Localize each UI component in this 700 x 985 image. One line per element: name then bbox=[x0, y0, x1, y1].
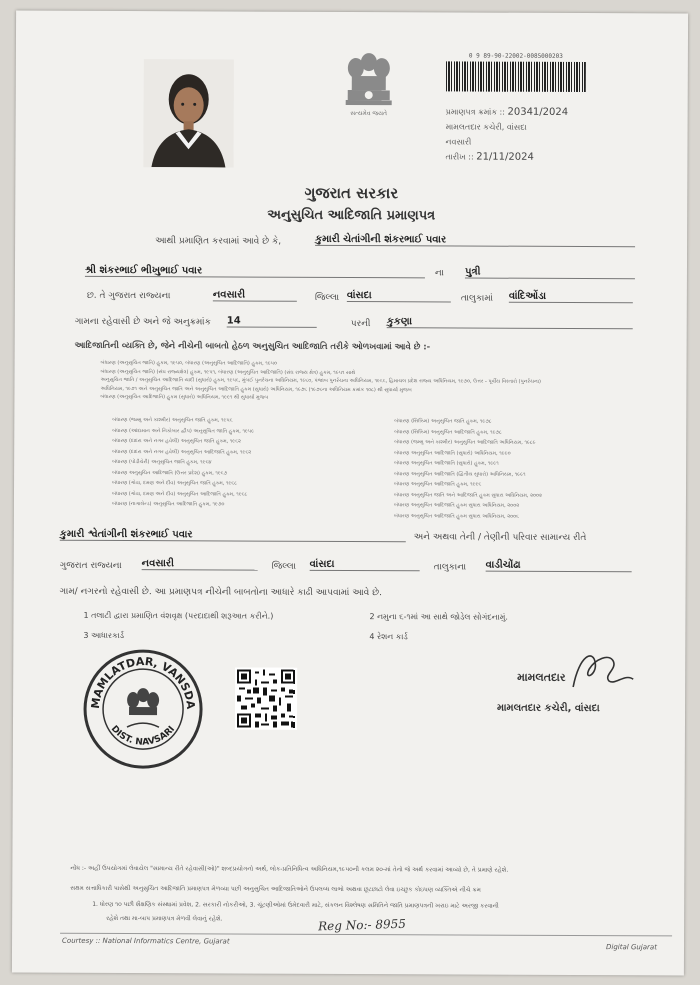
order-item: બંધારણ (અનુસુચિત જાતિ) હુકમ, ૧૯૫૦, બંધારણ (અનુસુચિત આદિજાતિ) હુકમ, ૧૯૫૦ bbox=[100, 359, 277, 367]
order-left-item: બંધારણ (દાદરા અને નગર હવેલી) અનુસુચિત જાતિ હુકમ, ૧૯૬૨ bbox=[112, 437, 241, 445]
state-prefix: ગુજરાત રાજ્યના bbox=[59, 560, 122, 572]
order-right-item: બંધારણ (સિક્કિમ) અનુસુચિત આદિજાતિ હુકમ, ૧૯૭૮ bbox=[394, 428, 502, 436]
footer-note-1: નોંધ :- અહીં ઉપયોગમાં લેવાયેલ "સામાન્ય રીતે રહેવાસી(ઓ)" શબ્દપ્રયોગનો અર્થ, લોક-પ્રતિનિધિત્વ અધિનિયમ,૧૯૫૦ની કલમ ૨૦-માં તેનો જે અર્થ કરવામાં આવ્યો છે, તે પ્રમાણે રહેશે. bbox=[70, 864, 509, 874]
footer-divider bbox=[60, 933, 672, 937]
serial-number: 14 bbox=[227, 315, 317, 327]
order-right-item: બંધારણ અનુસુચિત આદિજાતિ હુકમ, ૧૯૯૬ bbox=[394, 481, 482, 488]
government-title: ગુજરાત સરકાર bbox=[304, 183, 399, 203]
order-item: અધિનિયમ, ૧૯૭૧ અને અનુસુચિત જાતિ અને અનુસુચિત આદિજાતિ હુકમ (સુધારો) અધિનિયમ, ૧૯૭૬ (૧૯૭૬ના અધિનિયમ ક્રમાંક ૧૦૮) થી સુધાર્યા મુજબ bbox=[100, 385, 412, 393]
doc-item-4: 4 રેશન કાર્ડ bbox=[369, 632, 408, 642]
digital-gujarat-credit: Digital Gujarat bbox=[606, 943, 657, 952]
taluka-label-2: તાલુકાના bbox=[433, 562, 467, 573]
courtesy-credit: Courtesy :: National Informatics Centre, Gujarat bbox=[62, 936, 230, 946]
order-left-item: બંધારણ (ગોવા, દમણ અને દીવ) અનુસુચિત જાતિ હુકમ, ૧૯૬૮ bbox=[112, 479, 238, 487]
doc-item-1: 1 તલાટી દ્વારા પ્રમાણિત વંશવૃક્ષ (પરદાદાથી શરૂઆત કરીને.) bbox=[83, 610, 274, 621]
footer-note-2: સક્ષમ સત્તાધિકારી પાસેથી અનુસુચિત આદિજાતિ પ્રમાણપત્ર મેળવ્યા પછી અનુસુચિત આદિજાતિઓને ઉપલબ્ધ લાભો અથવા છૂટછાટો લેવા ઇચ્છુક કોઇપણ વ્યક્તિએ નીચે ક્રમ bbox=[70, 884, 481, 894]
taluka: વાંસદા bbox=[347, 290, 451, 302]
orders-left-column bbox=[112, 415, 372, 511]
daughter-name: કુમારી ચેતાંગીની શંકરભાઈ પવાર bbox=[315, 234, 635, 247]
tribe-line: આદિજાતિની વ્યક્તિ છે, જેને નીચેની બાબતો હેઠળ અનુસુચિત આદિજાતિ તરીકે ઓળખવામાં આવે છે :- bbox=[74, 340, 431, 353]
order-left-item: બંધારણ (જમ્મુ અને કાશ્મીર) અનુસુચિત જાતિ હુકમ, ૧૯૫૬ bbox=[112, 416, 233, 424]
order-right-item: બંધારણ અનુસુચિત જાતિ અને આદિજાતિ હુકમ સુધારા અધિનિયમ, ૨૦૦૨ bbox=[393, 491, 543, 499]
order-item: બંધારણ (અનુસુચિત આદિજાતિ) હુકમ (સુધારો) અધિનિયમ, ૧૯૯૧ થી સુધાર્યા મુજબ bbox=[100, 393, 269, 401]
district-label: જિલ્લા bbox=[314, 292, 340, 303]
orders-right-column bbox=[394, 416, 664, 522]
order-left-item: બંધારણ (દાદરા અને નગર હવેલી) અનુસુચિત આદિજાતિ હુકમ, ૧૯૬૨ bbox=[112, 448, 252, 456]
barcode-label: 0 9 89-90-22002-0085000203 bbox=[468, 52, 563, 60]
registration-number: Reg No:- 8955 bbox=[317, 916, 407, 934]
footer-note-4: રહેશે તથા મા-બાપ પ્રમાણપત્ર મેળવી લેવાનું રહેશે. bbox=[106, 914, 223, 923]
order-right-item: બંધારણ (સિક્કિમ) અનુસુચિત જાતિ હુકમ, ૧૯૭૮ bbox=[394, 418, 492, 425]
order-right-item: બંધારણ અનુસુચિત આદિજાતિ (સુધારો) હુકમ, ૧૯૯૧ bbox=[394, 460, 499, 467]
order-left-item: બંધારણ (નાગાલેન્ડ) અનુસુચિત આદિજાતિ હુકમ, ૧૯૭૦ bbox=[111, 500, 225, 508]
order-right-item: બંધારણ અનુસુચિત આદિજાતિ હુકમ સુધારા અધિનિયમ, ૨૦૦૨ bbox=[393, 502, 520, 509]
order-item: બંધારણ (અનુસુચિત જાતિ) (સંઘ રાજ્યક્ષેત્ર) હુકમ, ૧૯૫૧, બંધારણ (અનુસુચિત આદિજાતિ) (સંઘ રાજ્ય ક્ષેત્ર) હુકમ, ૧૯૫૧ સાથે bbox=[100, 368, 356, 376]
relation: પુત્રી bbox=[465, 266, 635, 279]
barcode bbox=[446, 52, 586, 97]
taluka-label: તાલુકામાં bbox=[460, 293, 493, 304]
order-left-item: બંધારણ અનુસુચિત આદિજાતિ (ઉત્તર પ્રદેશ) હુકમ, ૧૯૬૭ bbox=[112, 469, 228, 476]
emblem-caption: સત્યમેવ જયતે bbox=[350, 109, 388, 118]
district-2: નવસારી bbox=[142, 558, 258, 571]
barcode-bars bbox=[446, 61, 586, 92]
seal-top-text: MAMLATDAR, VANSDA bbox=[88, 654, 198, 710]
date-label: તારીખ :: bbox=[445, 152, 474, 162]
orders-list bbox=[100, 359, 670, 404]
order-left-item: બંધારણ (પોંડીચેરી) અનુસુચિત જાતિ હુકમ, ૧૯૬૪ bbox=[112, 458, 212, 466]
order-right-item: બંધારણ અનુસુચિત આદિજાતિ હુકમ સુધારા અધિનિયમ, ૨૦૦૬ bbox=[393, 512, 519, 520]
applicant-photo bbox=[143, 59, 233, 167]
village-line: ગામના રહેવાસી છે અને જે અનુક્રમાંક bbox=[74, 316, 211, 328]
signatory-office: મામલતદાર કચેરી, વાંસદા bbox=[497, 702, 600, 715]
order-right-item: બંધારણ અનુસુચિત આદિજાતિ (દ્વિતીય સુધારો) અધિનિયમ, ૧૯૯૧ bbox=[394, 470, 526, 478]
district-label-2: જિલ્લા bbox=[271, 561, 296, 572]
family-text: અને અથવા તેની / તેણીની પરિવાર સામાન્ય રીતે bbox=[413, 532, 587, 544]
mamlatdar-seal-icon bbox=[81, 647, 206, 772]
footer-note-3: 1. ધોરણ ૧૦ પછી શૈક્ષણિક સંસ્થામાં પ્રવેશ, 2. સરકારી નોકરીઓ, 3. ચૂંટણીઓમાં ઉમેદવારી માટે, સંકલન વિશ્લેષણ સમિતિને જાતિ પ્રમાણપત્રની ખરાઇ માટે અરજી કરવાની bbox=[92, 900, 499, 910]
basis-line: ગામ/ નગરનો રહેવાસી છે. આ પ્રમાણપત્ર નીચેની બાબતોના આધારે કાઢી આપવામાં આવે છે. bbox=[59, 586, 382, 599]
issue-date: 21/11/2024 bbox=[476, 151, 534, 163]
signatory-title: મામલતદાર bbox=[517, 670, 566, 684]
issuing-district: નવસારી bbox=[445, 137, 472, 147]
na-label: ના bbox=[434, 268, 444, 279]
cert-no-label: પ્રમાણપત્ર ક્રમાંક :: bbox=[445, 107, 505, 117]
order-right-item: બંધારણ અનુસુચિત આદિજાતિ (સુધારો) અધિનિયમ, ૧૯૯૦ bbox=[394, 449, 511, 457]
certificate-paper bbox=[12, 11, 688, 976]
resident-prefix: છ. તે ગુજરાત રાજ્યના bbox=[86, 290, 171, 302]
qr-code bbox=[235, 668, 297, 730]
order-right-item: બંધારણ (જમ્મુ અને કાશ્મીર) અનુસુચિત આદિજાતિ અધિનિયમ, ૧૯૮૯ bbox=[394, 439, 536, 446]
certificate-header-info bbox=[445, 104, 675, 165]
father-name: શ્રી શંકરભાઈ ભીખુભાઈ પવાર bbox=[85, 265, 425, 278]
village-2: વાડીચોંઢા bbox=[486, 560, 632, 573]
caste: કુકણા bbox=[387, 316, 633, 329]
caste-label: પરની bbox=[350, 319, 371, 330]
certificate-title: અનુસુચિત આદિજાતિ પ્રમાણપત્ર bbox=[267, 207, 436, 224]
holder-name: કુમારી શ્વેતાંગીની શંકરભાઈ પવાર bbox=[60, 529, 406, 543]
order-left-item: બંધારણ (આંદામાન અને નિકોબાર દ્વીપ) અનુસુચિત જાતિ હુકમ, ૧૯૫૯ bbox=[112, 427, 255, 435]
order-item: અનુસુચિત જાતિ / અનુસુચિત આદિજાતિ યાદી (સુધારો) હુકમ, ૧૯૫૬, મુંબઈ પુનર્રચના અધિનિયમ, ૧૯૬૦, પંજાબ પુનર્રચના અધિનિયમ, ૧૯૬૬, હિમાચલ પ્રદેશ રાજ્ય અધિનિયમ, ૧૯૭૦, ઉત્તર - પૂર્વીય વિસ્તારો (પુનર્રચના) bbox=[100, 376, 541, 385]
doc-item-3: 3 આધારકાર્ડ bbox=[83, 630, 125, 641]
svg-text:DIST. NAVSARI bbox=[109, 724, 177, 748]
cert-no: 20341/2024 bbox=[507, 106, 569, 118]
village: વાંદિઓંડા bbox=[509, 291, 633, 304]
doc-item-2: 2 નમુના ૬-૧માં આ સાથે જોડેલ સોગંદનામું. bbox=[369, 612, 508, 622]
order-left-item: બંધારણ (ગોવા, દમણ અને દીવ) અનુસુચિત આદિજાતિ હુકમ, ૧૯૬૮ bbox=[111, 490, 248, 498]
taluka-2: વાંસદા bbox=[310, 559, 420, 571]
district: નવસારી bbox=[213, 289, 297, 301]
certify-text: આથી પ્રમાણિત કરવામાં આવે છે કે, bbox=[155, 236, 282, 247]
issuing-office: મામલતદાર કચેરી, વાંસદા bbox=[445, 122, 527, 132]
seal-bottom-text: DIST. NAVSARI bbox=[108, 724, 178, 748]
